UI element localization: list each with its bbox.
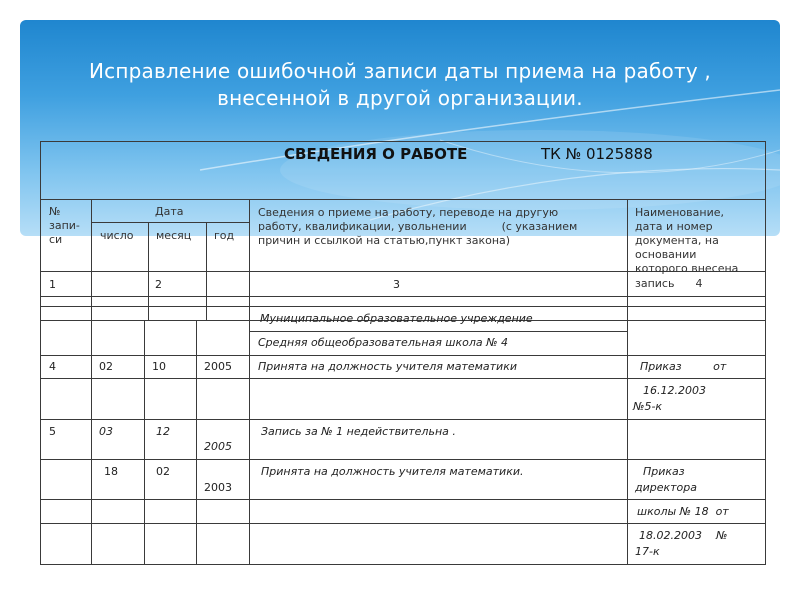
row2-month: 12 [156, 425, 170, 438]
row1-info: Принята на должность учителя математики [258, 360, 517, 373]
col-doc-line1: Наименование, [635, 206, 724, 219]
row2-info: Запись за № 1 недействительна . [261, 425, 456, 438]
row3-doc-line5: 17-к [635, 545, 660, 558]
slide-title-line2: внесенной в другой организации. [217, 86, 583, 110]
col-doc-line2: дата и номер [635, 220, 713, 233]
row3-doc-line4: 18.02.2003 № [639, 529, 728, 542]
organization-line2: Средняя общеобразовательная школа № 4 [258, 336, 509, 349]
row1-doc-line3: №5-к [633, 400, 663, 413]
col-num-line1: № [49, 205, 61, 218]
col-year: год [214, 229, 235, 242]
row3-doc-line3: школы № 18 от [637, 505, 729, 518]
row2-day: 03 [99, 425, 113, 438]
workbook-number: ТК № 0125888 [541, 145, 653, 163]
row1-doc-line2: 16.12.2003 [643, 384, 706, 397]
organization-line1: Муниципальное образовательное учреждение [260, 312, 533, 325]
col-day: число [100, 229, 134, 242]
col-doc-line3: документа, на [635, 234, 719, 247]
row1-month: 10 [152, 360, 166, 373]
col-num-line3: си [49, 233, 63, 246]
col-num-line2: запи- [49, 219, 80, 232]
colnum-3: 3 [393, 278, 400, 291]
row2-num: 5 [49, 425, 56, 438]
row3-info: Принята на должность учителя математики. [261, 465, 524, 478]
col-info-line3: причин и ссылкой на статью,пункт закона) [258, 234, 511, 247]
colnum-2: 2 [155, 278, 162, 291]
row3-doc-line2: директора [635, 481, 698, 494]
col-doc-line5: которого внесена [635, 262, 739, 275]
slide-title-line1: Исправление ошибочной записи даты приема на работу , [89, 59, 711, 83]
col-doc-line6: запись 4 [635, 277, 703, 290]
row3-year: 2003 [204, 481, 232, 494]
row1-year: 2005 [204, 360, 232, 373]
row3-month: 02 [156, 465, 170, 478]
col-doc-line4: основании [635, 248, 697, 261]
row1-doc-line1: Приказ от [640, 360, 727, 373]
col-info-line1: Сведения о приеме на работу, переводе на другую [258, 206, 559, 219]
row1-num: 4 [49, 360, 56, 373]
col-date: Дата [155, 205, 184, 218]
col-info-line2: работу, квалификации, увольнении (с указанием [258, 220, 578, 233]
row3-doc-line1: Приказ [643, 465, 685, 478]
row3-day: 18 [104, 465, 118, 478]
row1-day: 02 [99, 360, 113, 373]
row2-year: 2005 [204, 440, 232, 453]
col-month: месяц [156, 229, 192, 242]
section-heading: СВЕДЕНИЯ О РАБОТЕ [284, 145, 468, 163]
colnum-1: 1 [49, 278, 56, 291]
